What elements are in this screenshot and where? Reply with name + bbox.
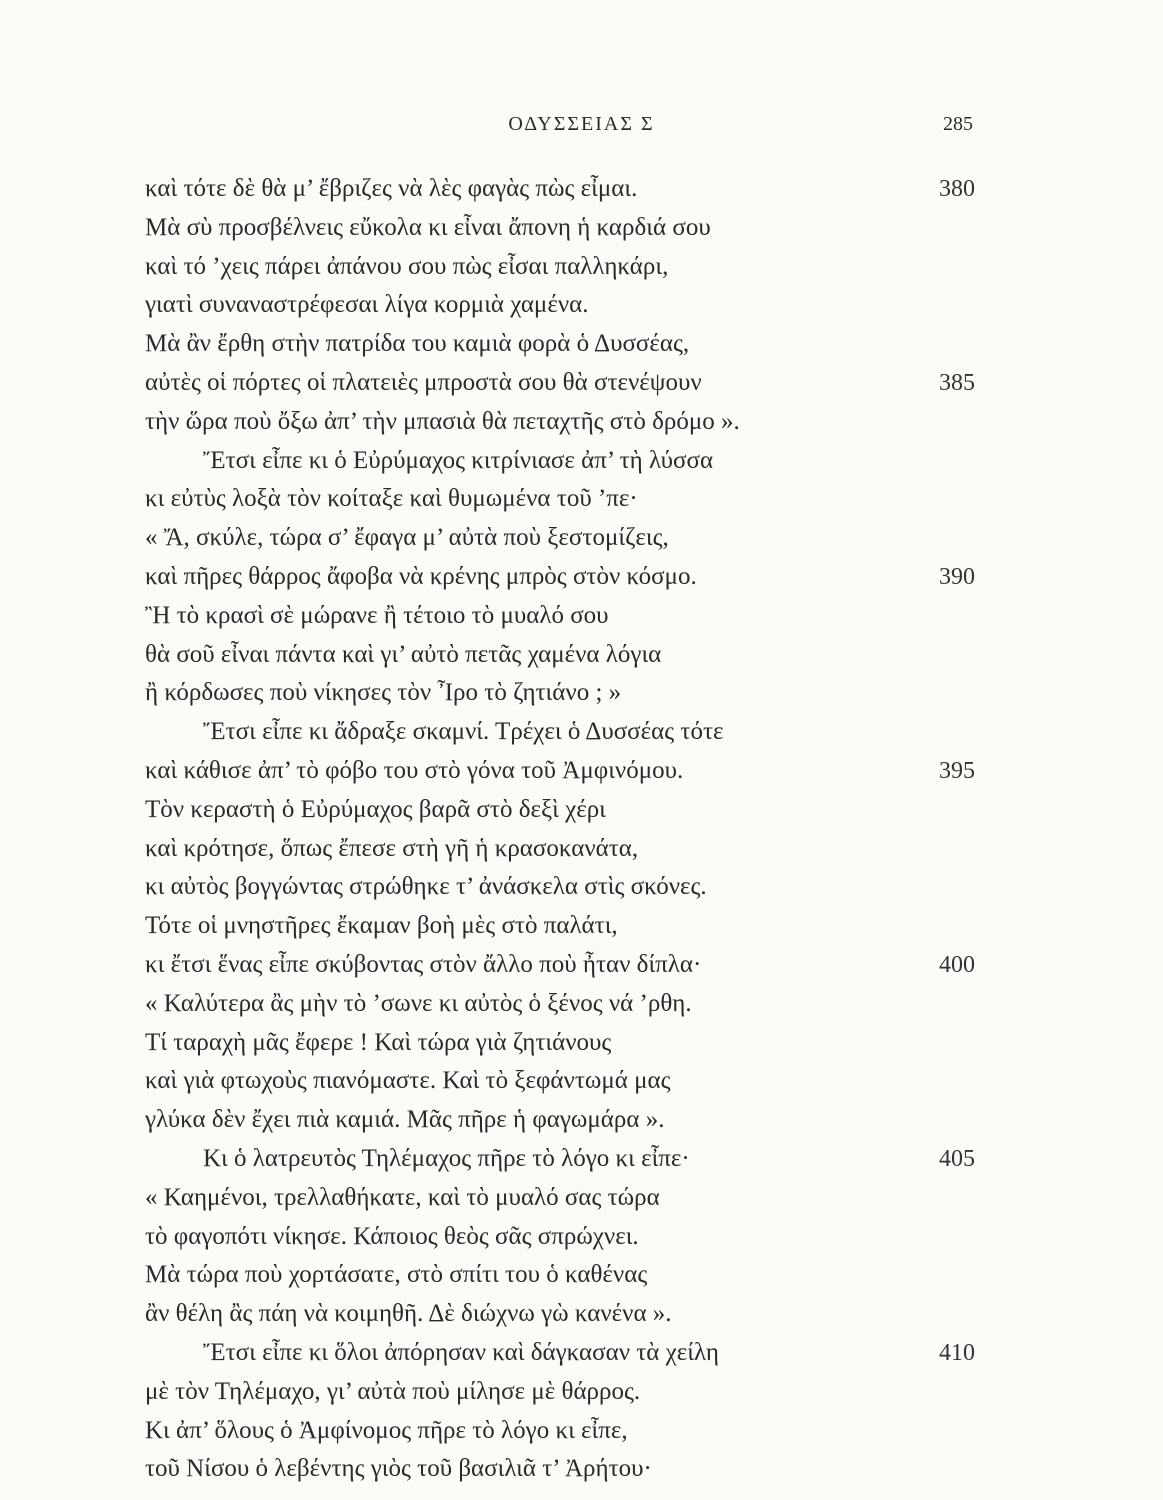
- verse-text: Μὰ ἂν ἔρθη στὴν πατρίδα του καμιὰ φορὰ ὁ Δυσσέας,: [145, 330, 690, 358]
- verse-text: « Καημένοι, τρελλαθήκατε, καὶ τὸ μυαλό σας τώρα: [145, 1183, 660, 1211]
- verse-text: καὶ τότε δὲ θὰ μ’ ἔβριζες νὰ λὲς φαγὰς πὼς εἶμαι.: [145, 175, 638, 202]
- verse-line: [0, 1101, 1163, 1140]
- verse-line: [0, 907, 1163, 946]
- verse-line: [0, 713, 1163, 752]
- verse-line: [0, 1450, 1163, 1489]
- verse-line: [0, 1295, 1163, 1334]
- verse-text: Τὸν κεραστὴ ὁ Εὐρύμαχος βαρᾶ στὸ δεξὶ χέρι: [145, 795, 606, 823]
- line-number: 385: [939, 369, 975, 396]
- verse-text: ἢ κόρδωσες ποὺ νίκησες τὸν Ἶρο τὸ ζητιάνο ; »: [145, 679, 622, 707]
- verse-line: [0, 1179, 1163, 1218]
- verse-line: [0, 597, 1163, 636]
- verse-text: καὶ κάθισε ἀπ’ τὸ φόβο του στὸ γόνα τοῦ Ἀμφινόμου.: [145, 756, 684, 784]
- line-number: 390: [939, 563, 975, 590]
- verse-text: καὶ γιὰ φτωχοὺς πιανόμαστε. Καὶ τὸ ξεφάντωμά μας: [145, 1067, 671, 1095]
- verse-line: [0, 674, 1163, 713]
- verse-line: [0, 519, 1163, 558]
- verse-line: [0, 791, 1163, 830]
- verse-text: κι εὐτὺς λοξὰ τὸν κοίταξε καὶ θυμωμένα τοῦ ’πε·: [145, 485, 638, 513]
- verse-text: καὶ πῆρες θάρρος ἄφοβα νὰ κρένης μπρὸς στὸν κόσμο.: [145, 562, 697, 590]
- verse-text: τὸ φαγοπότι νίκησε. Κάποιος θεὸς σᾶς σπρώχνει.: [145, 1222, 639, 1250]
- verse-text: αὐτὲς οἱ πόρτες οἱ πλατειὲς μπροστὰ σου θὰ στενέψουν: [145, 368, 702, 396]
- verse-text: τοῦ Νίσου ὁ λεβέντης γιὸς τοῦ βασιλιᾶ τ’ Ἀρήτου·: [145, 1455, 652, 1483]
- verse-block: [0, 170, 1163, 1489]
- verse-line: [0, 364, 1163, 403]
- verse-line: [0, 442, 1163, 481]
- verse-line: [0, 1373, 1163, 1412]
- verse-text: γλύκα δὲν ἔχει πιὰ καμιά. Μᾶς πῆρε ἡ φαγωμάρα ».: [145, 1106, 665, 1134]
- verse-line: [0, 636, 1163, 675]
- verse-line: [0, 1256, 1163, 1295]
- verse-line: [0, 248, 1163, 287]
- verse-line: [0, 209, 1163, 248]
- verse-text: Μὰ σὺ προσβέλνεις εὔκολα κι εἶναι ἄπονη ἡ καρδιά σου: [145, 213, 711, 241]
- line-number: 395: [939, 757, 975, 784]
- verse-line: [0, 985, 1163, 1024]
- verse-line: [0, 1412, 1163, 1451]
- line-number: 400: [939, 951, 975, 978]
- verse-line: [0, 1140, 1163, 1179]
- verse-line: [0, 558, 1163, 597]
- verse-text: καὶ κρότησε, ὅπως ἔπεσε στὴ γῆ ἡ κρασοκανάτα,: [145, 834, 639, 862]
- verse-text: Ἔτσι εἶπε κι ἄδραξε σκαμνί. Τρέχει ὁ Δυσσέας τότε: [203, 718, 724, 746]
- line-number: 410: [939, 1339, 975, 1366]
- verse-text: Μὰ τώρα ποὺ χορτάσατε, στὸ σπίτι του ὁ καθένας: [145, 1261, 648, 1289]
- verse-line: [0, 752, 1163, 791]
- verse-text: κι αὐτὸς βογγώντας στρώθηκε τ’ ἀνάσκελα στὶς σκόνες.: [145, 873, 707, 901]
- verse-text: Ἢ τὸ κρασὶ σὲ μώρανε ἢ τέτοιο τὸ μυαλό σου: [145, 601, 609, 629]
- verse-text: Ἔτσι εἶπε κι ὅλοι ἀπόρησαν καὶ δάγκασαν τὰ χείλη: [203, 1338, 719, 1366]
- verse-line: [0, 868, 1163, 907]
- page-number: 285: [943, 113, 973, 135]
- verse-text: Ἔτσι εἶπε κι ὁ Εὐρύμαχος κιτρίνιασε ἀπ’ τὴ λύσσα: [203, 446, 714, 474]
- verse-line: [0, 830, 1163, 869]
- verse-text: καὶ τό ’χεις πάρει ἀπάνου σου πὼς εἶσαι παλληκάρι,: [145, 252, 669, 280]
- verse-text: μὲ τὸν Τηλέμαχο, γι’ αὐτὰ ποὺ μίλησε μὲ θάρρος.: [145, 1377, 641, 1405]
- verse-text: « Καλύτερα ἂς μὴν τὸ ’σωνε κι αὐτὸς ὁ ξένος νά ’ρθη.: [145, 989, 692, 1017]
- verse-line: [0, 1062, 1163, 1101]
- line-number: 380: [939, 176, 975, 202]
- verse-line: [0, 286, 1163, 325]
- verse-line: [0, 480, 1163, 519]
- verse-line: [0, 946, 1163, 985]
- verse-text: γιατὶ συναναστρέφεσαι λίγα κορμιὰ χαμένα.: [145, 291, 589, 319]
- verse-text: ἂν θέλη ἂς πάη νὰ κοιμηθῆ. Δὲ διώχνω γὼ κανένα ».: [145, 1300, 672, 1328]
- verse-text: « Ἄ, σκύλε, τώρα σ’ ἔφαγα μ’ αὐτὰ ποὺ ξεστομίζεις,: [145, 524, 669, 552]
- running-title: ΟΔΥΣΣΕΙΑΣ Σ: [508, 113, 655, 135]
- verse-text: θὰ σοῦ εἶναι πάντα καὶ γι’ αὐτὸ πετᾶς χαμένα λόγια: [145, 640, 662, 668]
- verse-line: [0, 1024, 1163, 1063]
- verse-text: κι ἔτσι ἕνας εἶπε σκύβοντας στὸν ἄλλο ποὺ ἦταν δίπλα·: [145, 950, 702, 978]
- verse-text: Τότε οἱ μνηστῆρες ἔκαμαν βοὴ μὲς στὸ παλάτι,: [145, 912, 618, 940]
- verse-line: [0, 325, 1163, 364]
- verse-line: [0, 1218, 1163, 1257]
- verse-text: Κι ἀπ’ ὅλους ὁ Ἀμφίνομος πῆρε τὸ λόγο κι εἶπε,: [145, 1416, 628, 1444]
- verse-text: Τί ταραχὴ μᾶς ἔφερε ! Καὶ τώρα γιὰ ζητιάνους: [145, 1028, 612, 1056]
- verse-line: [0, 403, 1163, 442]
- verse-line: [0, 1334, 1163, 1373]
- line-number: 405: [939, 1145, 975, 1172]
- verse-text: Κι ὁ λατρευτὸς Τηλέμαχος πῆρε τὸ λόγο κι εἶπε·: [203, 1144, 690, 1172]
- verse-line: [0, 170, 1163, 209]
- verse-text: τὴν ὥρα ποὺ ὄξω ἀπ’ τὴν μπασιὰ θὰ πεταχτῆς στὸ δρόμο ».: [145, 407, 740, 435]
